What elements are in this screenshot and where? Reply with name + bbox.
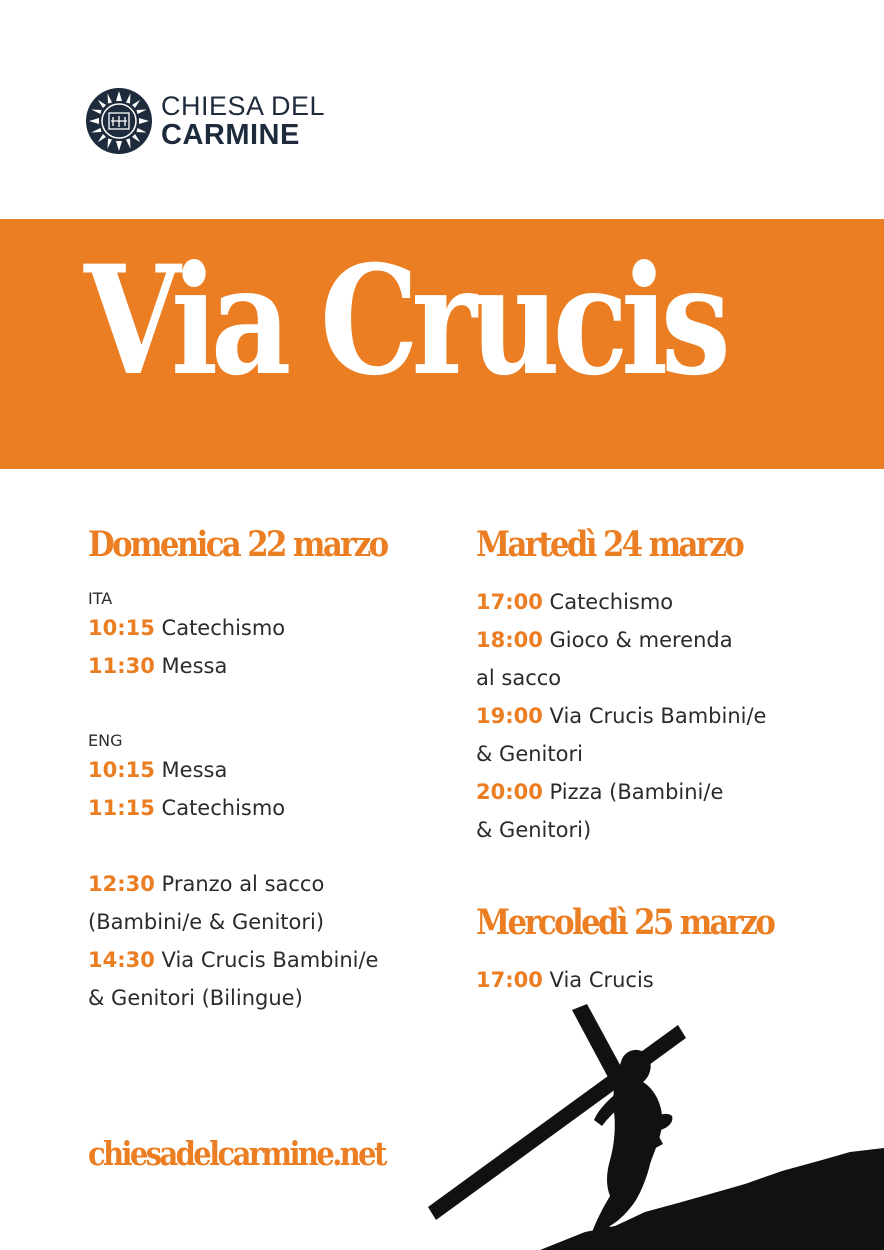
schedule-item <box>88 751 448 789</box>
schedule-time: 12:30 <box>88 872 155 896</box>
schedule-time: 19:00 <box>476 704 543 728</box>
schedule-text: Via Crucis Bambini/e <box>154 948 379 972</box>
schedule-text-continued: al sacco <box>476 666 562 690</box>
schedule-text: Pizza (Bambini/e <box>542 780 724 804</box>
website-link[interactable]: chiesadelcarmine.net <box>88 1134 385 1173</box>
schedule-time: 18:00 <box>476 628 543 652</box>
schedule-time: 17:00 <box>476 590 543 614</box>
schedule-item <box>476 621 856 659</box>
day-title-tuesday: Martedì 24 marzo <box>476 524 743 565</box>
schedule-time: 14:30 <box>88 948 155 972</box>
schedule-item <box>476 697 856 735</box>
rosette-emblem-icon <box>85 87 153 155</box>
schedule-text-continued: & Genitori <box>476 742 583 766</box>
logo-line1: CHIESA DEL <box>161 90 326 121</box>
logo <box>85 87 325 155</box>
schedule-text: Via Crucis Bambini/e <box>542 704 767 728</box>
schedule-text: Via Crucis <box>542 968 654 992</box>
schedule-text: Gioco & merenda <box>542 628 733 652</box>
schedule-tuesday-wednesday <box>476 524 856 999</box>
logo-text <box>161 90 326 151</box>
schedule-item <box>88 609 448 647</box>
schedule-text-continued: & Genitori) <box>476 818 592 842</box>
schedule-item <box>476 773 856 811</box>
schedule-text: Messa <box>154 654 228 678</box>
schedule-text-continued: (Bambini/e & Genitori) <box>88 910 325 934</box>
logo-line2: CARMINE <box>161 118 300 151</box>
page-title: Via Crucis <box>84 233 724 409</box>
schedule-time: 17:00 <box>476 968 543 992</box>
schedule-text: Catechismo <box>542 590 674 614</box>
schedule-time: 20:00 <box>476 780 543 804</box>
schedule-text: Catechismo <box>154 796 286 820</box>
schedule-text-continued: & Genitori (Bilingue) <box>88 986 303 1010</box>
schedule-text: Pranzo al sacco <box>154 872 325 896</box>
day-title-wednesday: Mercoledì 25 marzo <box>476 902 774 943</box>
schedule-sunday <box>88 524 448 1017</box>
schedule-item <box>88 865 448 903</box>
day-title-sunday: Domenica 22 marzo <box>88 524 387 565</box>
schedule-text: Messa <box>154 758 228 782</box>
cross-bearer-silhouette-icon <box>410 1000 884 1250</box>
schedule-time: 10:15 <box>88 616 155 640</box>
schedule-item <box>88 647 448 685</box>
schedule-text: Catechismo <box>154 616 286 640</box>
schedule-time: 10:15 <box>88 758 155 782</box>
language-label-ita: ITA <box>88 589 113 608</box>
schedule-item <box>476 583 856 621</box>
schedule-item <box>88 789 448 827</box>
schedule-time: 11:30 <box>88 654 155 678</box>
schedule-item <box>88 941 448 979</box>
schedule-time: 11:15 <box>88 796 155 820</box>
schedule-item <box>476 961 856 999</box>
language-label-eng: ENG <box>88 731 123 750</box>
